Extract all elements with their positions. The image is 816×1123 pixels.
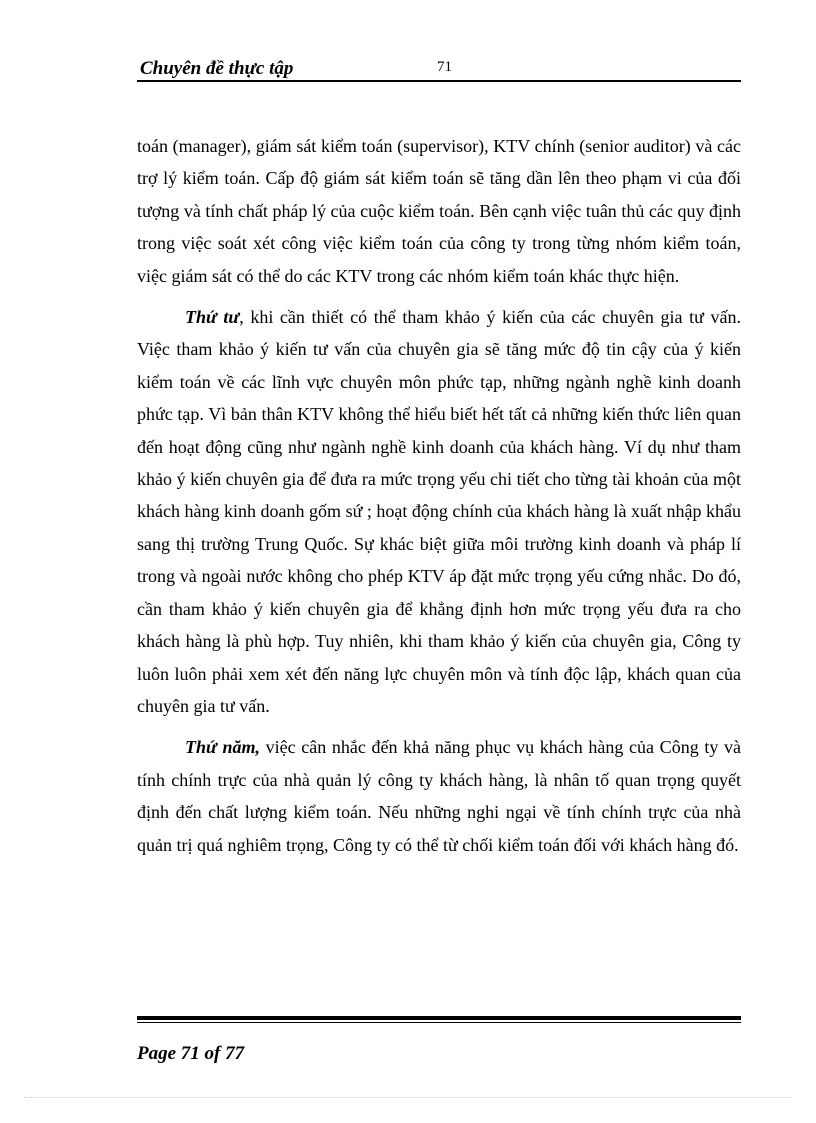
footer-page-label: Page 71 of 77 (137, 1043, 245, 1064)
paragraph-1-text: toán (manager), giám sát kiểm toán (supervisor), KTV chính (senior auditor) và các trợ lý kiểm toán. Cấp độ giám sát kiểm toán sẽ tăng dần lên theo phạm vi của đối tượng và tính chất pháp lý của cuộc kiểm toán. Bên cạnh việc tuân thủ các quy định trong việc soát xét công việc kiểm toán của công ty trong từng nhóm kiểm toán, việc giám sát có thể do các KTV trong các nhóm kiểm toán khác thực hiện. (137, 136, 741, 286)
paragraph-2-lead: Thứ tư (185, 307, 240, 328)
paragraph-3-text: việc cân nhắc đến khả năng phục vụ khách hàng của Công ty và tính chính trực của nhà quản lý công ty khách hàng, là nhân tố quan trọng quyết định đến chất lượng kiểm toán. Nếu những nghi ngại về tính chính trực của nhà quản trị quá nghiêm trọng, Công ty có thể từ chối kiểm toán đối với khách hàng đó. (137, 737, 741, 855)
footer-divider-thick (137, 1016, 741, 1020)
footer-divider-thin (137, 1022, 741, 1023)
paragraph-2-text: , khi cần thiết có thể tham khảo ý kiến của các chuyên gia tư vấn. Việc tham khảo ý kiến tư vấn của chuyên gia sẽ tăng mức độ tin cậy của ý kiến kiểm toán về các lĩnh vực chuyên môn phức tạp, những ngành nghề kinh doanh phức tạp. Vì bản thân KTV không thể hiểu biết hết tất cả những kiến thức liên quan đến hoạt động cũng như ngành nghề kinh doanh của khách hàng. Ví dụ như tham khảo ý kiến chuyên gia để đưa ra mức trọng yếu chi tiết cho từng tài khoản của một khách hàng kinh doanh gốm sứ ; hoạt động chính của khách hàng là xuất nhập khẩu sang thị trường Trung Quốc. Sự khác biệt giữa môi trường kinh doanh và pháp lí trong và ngoài nước không cho phép KTV áp đặt mức trọng yếu cứng nhắc. Do đó, cần tham khảo ý kiến chuyên gia để khẳng định hơn mức trọng yếu đưa ra cho khách hàng là phù hợp. Tuy nhiên, khi tham khảo ý kiến của chuyên gia, Công ty luôn luôn phải xem xét đến năng lực chuyên môn và tính độc lập, khách quan của chuyên gia tư vấn. (137, 307, 741, 716)
header-divider (137, 80, 741, 82)
paragraph-1 (137, 130, 741, 292)
document-body (137, 130, 741, 870)
header-page-number: 71 (437, 59, 452, 75)
paragraph-2 (137, 301, 741, 722)
paragraph-3-lead: Thứ năm, (185, 737, 260, 758)
page-bottom-edge (24, 1097, 792, 1098)
paragraph-3 (137, 731, 741, 861)
header-title: Chuyên đề thực tập (140, 58, 294, 79)
